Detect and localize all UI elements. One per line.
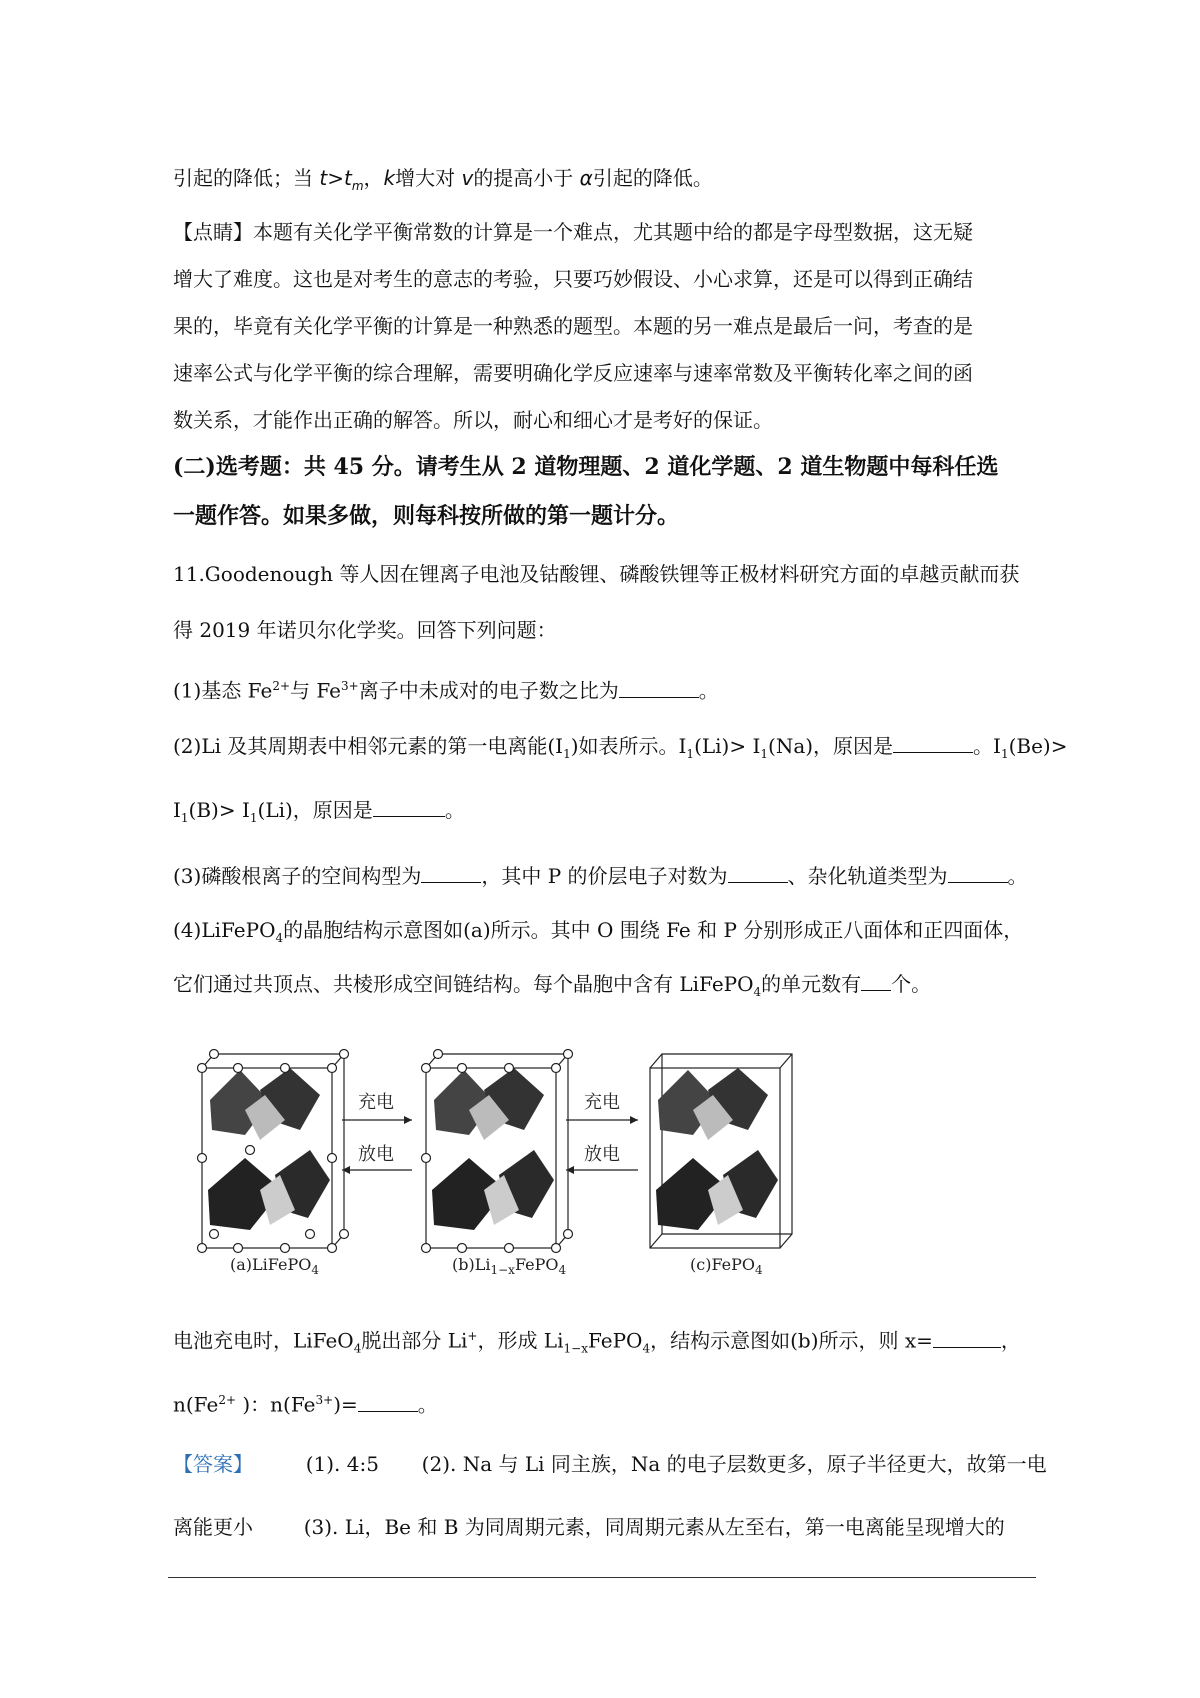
- question-11-intro: 11.Goodenough 等人因在锂离子电池及钴酸锂、磷酸铁锂等正极材料研究方面的卓越贡献而获: [173, 562, 1020, 586]
- text: 它们通过共顶点、共棱形成空间链结构。每个晶胞中含有 LiFePO: [173, 972, 754, 996]
- answer-blank[interactable]: [893, 732, 973, 753]
- question-5b: [173, 1386, 438, 1419]
- text: (c)FePO: [690, 1255, 756, 1274]
- label-discharge-1: 放电: [358, 1144, 394, 1165]
- sub: 4: [558, 1263, 567, 1278]
- text: ，: [1000, 1328, 1021, 1353]
- answer-blank[interactable]: [861, 970, 891, 991]
- text: 与 Fe: [290, 678, 341, 703]
- crystal-structure-svg: [190, 1040, 850, 1280]
- sup: +: [467, 1329, 478, 1343]
- text: 脱出部分 Li: [361, 1328, 468, 1353]
- caption-b: [452, 1255, 566, 1277]
- sub: 4: [753, 985, 762, 999]
- arrow-discharge-2: [566, 1166, 638, 1174]
- text: 离子中未成对的电子数之比为: [358, 678, 619, 703]
- text: ，形成 Li: [477, 1328, 564, 1353]
- sub: 1: [760, 747, 769, 761]
- answer-2: (2). Na 与 Li 同主族，Na 的电子层数更多，原子半径更大，故第一电: [421, 1452, 1047, 1476]
- sub: 4: [642, 1341, 651, 1356]
- text: 个。: [891, 972, 932, 996]
- text: 的提高小于: [473, 166, 574, 190]
- var-t: t: [319, 166, 328, 190]
- text: (Na)，原因是: [768, 734, 894, 758]
- text: I: [173, 798, 181, 822]
- sub: 4: [275, 931, 284, 945]
- text-line-1: [173, 164, 713, 200]
- sub: 1: [686, 747, 695, 761]
- text: 引起的降低；当: [173, 166, 313, 190]
- text: 的单元数有: [761, 972, 862, 996]
- sub: 4: [353, 1341, 362, 1356]
- question-1: [173, 672, 719, 705]
- answer-blank[interactable]: [421, 862, 481, 883]
- question-2b: [173, 796, 465, 832]
- text: 。: [417, 1392, 438, 1417]
- text: )=: [333, 1392, 358, 1417]
- text: 。: [698, 678, 719, 703]
- text: FePO: [514, 1255, 559, 1274]
- text: FePO: [587, 1328, 643, 1353]
- text: (Li)，原因是: [257, 798, 373, 822]
- text-line-5: 速率公式与化学平衡的综合理解，需要明确化学反应速率与速率常数及平衡转化率之间的函: [173, 361, 973, 385]
- text-line-2: 【点睛】本题有关化学平衡常数的计算是一个难点，尤其题中给的都是字母型数据，这无疑: [173, 220, 973, 244]
- sub-m: m: [351, 179, 364, 193]
- arrow-charge-2: [566, 1116, 638, 1124]
- gt: >: [327, 166, 344, 190]
- text: n(Fe: [173, 1392, 219, 1417]
- sup: 2+: [272, 679, 291, 693]
- sup: 3+: [315, 1393, 334, 1407]
- answer-1: (1). 4:5: [305, 1452, 379, 1476]
- answer-blank[interactable]: [358, 1391, 418, 1412]
- question-4a: [173, 916, 1023, 952]
- cell-a: [198, 1050, 349, 1253]
- sub: 1: [249, 811, 258, 825]
- answer-line-1: [173, 1450, 1047, 1478]
- question-5a: [173, 1322, 1021, 1363]
- sub: 1−x: [490, 1263, 515, 1278]
- question-3: [173, 862, 1028, 890]
- text: (1)基态 Fe: [173, 678, 273, 703]
- cell-c: [650, 1054, 792, 1248]
- question-2a: [173, 732, 1068, 768]
- question-11-intro-2: 得 2019 年诺贝尔化学奖。回答下列问题：: [173, 618, 557, 642]
- comma: ，: [363, 166, 384, 190]
- label-charge-1: 充电: [358, 1092, 394, 1113]
- text-line-6: 数关系，才能作出正确的解答。所以，耐心和细心才是考好的保证。: [173, 408, 773, 432]
- answer-blank[interactable]: [728, 862, 788, 883]
- text: (Li)> I: [694, 734, 761, 758]
- text: (a)LiFePO: [230, 1255, 312, 1274]
- text: 的晶胞结构示意图如(a)所示。其中 O 围绕 Fe 和 P 分别形成正八面体和正四面体，: [283, 918, 1024, 942]
- text: 。: [444, 798, 465, 822]
- arrow-discharge-1: [342, 1166, 412, 1174]
- var-tm: t: [343, 166, 352, 190]
- footer-rule: [168, 1577, 1036, 1578]
- answer-line-2: [173, 1513, 1005, 1541]
- var-alpha: α: [579, 166, 593, 190]
- text: 离能更小: [173, 1515, 253, 1539]
- text: (b)Li: [452, 1255, 491, 1274]
- text: 。: [1007, 864, 1028, 888]
- question-4b: [173, 970, 931, 1006]
- caption-a: [230, 1255, 319, 1277]
- section-heading-1: (二)选考题：共 45 分。请考生从 2 道物理题、2 道化学题、2 道生物题中每科任选: [173, 454, 999, 480]
- arrow-charge-1: [342, 1116, 412, 1124]
- label-charge-2: 充电: [584, 1092, 620, 1113]
- answer-blank[interactable]: [933, 1327, 1001, 1348]
- sub: 1: [563, 747, 571, 761]
- sub: 4: [755, 1263, 763, 1278]
- caption-c: [690, 1255, 763, 1277]
- text: 电池充电时，LiFeO: [173, 1328, 354, 1353]
- text: )如表所示。I: [570, 734, 687, 758]
- cell-b: [422, 1050, 573, 1253]
- text: (3)磷酸根离子的空间构型为: [173, 864, 422, 888]
- text: (2)Li 及其周期表中相邻元素的第一电离能(I: [173, 734, 564, 758]
- answer-blank[interactable]: [948, 862, 1008, 883]
- text: 、杂化轨道类型为: [787, 864, 948, 888]
- text: ，结构示意图如(b)所示，则 x=: [650, 1328, 933, 1353]
- answer-blank[interactable]: [619, 677, 699, 698]
- answer-3: (3). Li，Be 和 B 为同周期元素，同周期元素从左至右，第一电离能呈现增大的: [303, 1515, 1005, 1539]
- answer-label: 【答案】: [173, 1452, 253, 1476]
- section-heading-2: 一题作答。如果多做，则每科按所做的第一题计分。: [173, 503, 680, 529]
- text: 增大对: [395, 166, 456, 190]
- text: ，其中 P 的价层电子对数为: [481, 864, 728, 888]
- sub: 1: [180, 811, 189, 825]
- var-k: k: [383, 166, 396, 190]
- text-line-3: 增大了难度。这也是对考生的意志的考验，只要巧妙假设、小心求算，还是可以得到正确结: [173, 267, 973, 291]
- text-line-4: 果的，毕竟有关化学平衡的计算是一种熟悉的题型。本题的另一难点是最后一问，考查的是: [173, 314, 973, 338]
- answer-blank[interactable]: [373, 796, 445, 817]
- sub: 4: [311, 1263, 319, 1278]
- text: )：n(Fe: [236, 1392, 316, 1417]
- text: (Be)>: [1008, 734, 1068, 758]
- label-discharge-2: 放电: [584, 1144, 620, 1165]
- crystal-structure-figure: [190, 1040, 850, 1280]
- text: 引起的降低。: [592, 166, 713, 190]
- sub: 1−x: [563, 1341, 588, 1356]
- text: 。I: [973, 734, 1001, 758]
- sup: 3+: [341, 679, 359, 693]
- text: (4)LiFePO: [173, 918, 276, 942]
- sub: 1: [1000, 747, 1009, 761]
- sup: 2+: [218, 1393, 237, 1407]
- var-v: v: [461, 166, 474, 190]
- text: (B)> I: [188, 798, 250, 822]
